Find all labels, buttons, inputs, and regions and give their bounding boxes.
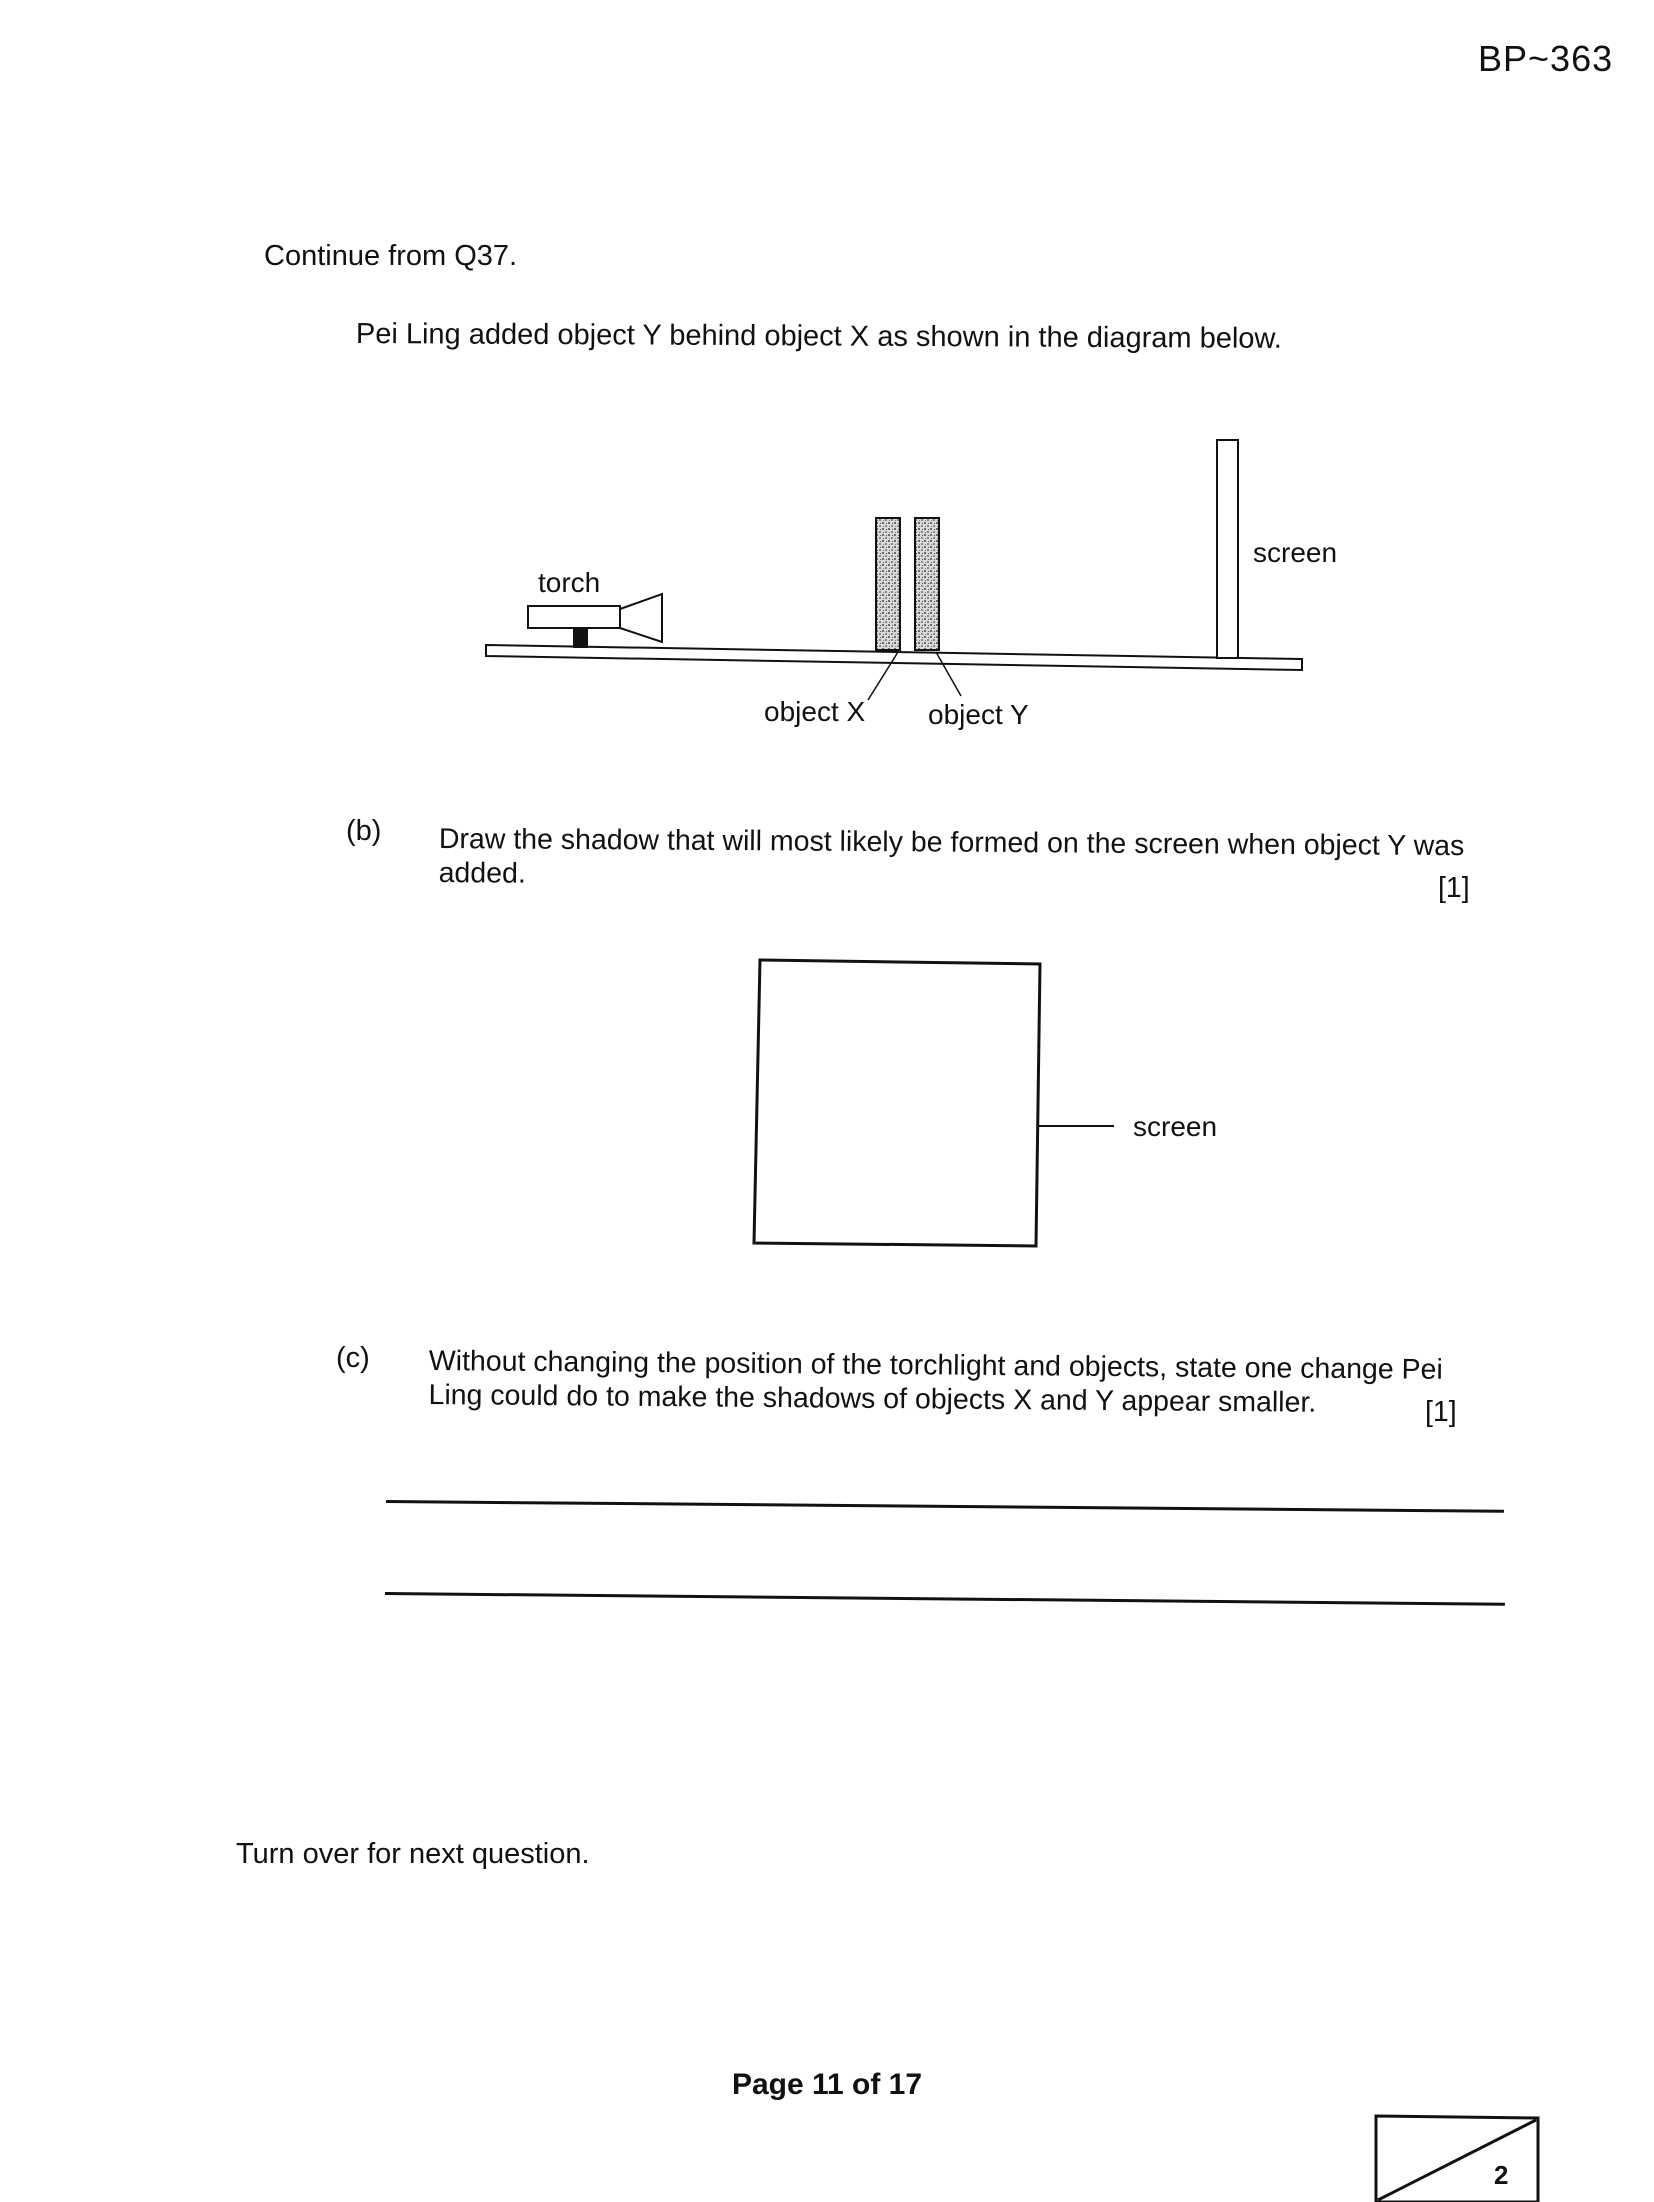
question-intro: Pei Ling added object Y behind object X as shown in the diagram below. [355, 318, 1282, 355]
part-c-marks: [1] [1425, 1396, 1457, 1428]
part-c-question: Without changing the position of the torchlight and objects, state one change Pei Ling could do to make the shadows of objects X and Y appear smaller. [428, 1345, 1443, 1419]
paper-code: BP~363 [1478, 38, 1614, 79]
page-number: Page 11 of 17 [731, 2068, 923, 2101]
setup-diagram [0, 0, 1654, 760]
object-y-label: object Y [928, 699, 1029, 730]
screen-label: screen [1253, 537, 1338, 568]
shadow-drawing-area[interactable] [740, 950, 1240, 1270]
part-b-label: (b) [346, 815, 382, 847]
continue-note: Continue from Q37. [264, 240, 518, 272]
part-c-label: (c) [336, 1342, 370, 1374]
torch-illustration [528, 594, 662, 648]
score-total: 2 [1494, 2160, 1509, 2190]
object-x-label: object X [764, 696, 866, 727]
answer-line[interactable] [385, 1592, 1505, 1606]
part-b-marks: [1] [1438, 872, 1470, 904]
object-y-illustration [915, 518, 939, 650]
turn-over-note: Turn over for next question. [236, 1838, 590, 1870]
object-x-illustration [876, 518, 900, 650]
torch-label: torch [538, 567, 601, 598]
drawing-screen-label: screen [1133, 1111, 1218, 1142]
score-box [1372, 2112, 1542, 2202]
screen-illustration [1217, 440, 1238, 658]
part-b-question: Draw the shadow that will most likely be formed on the screen when object Y was added. [438, 823, 1465, 890]
answer-line[interactable] [386, 1500, 1504, 1513]
